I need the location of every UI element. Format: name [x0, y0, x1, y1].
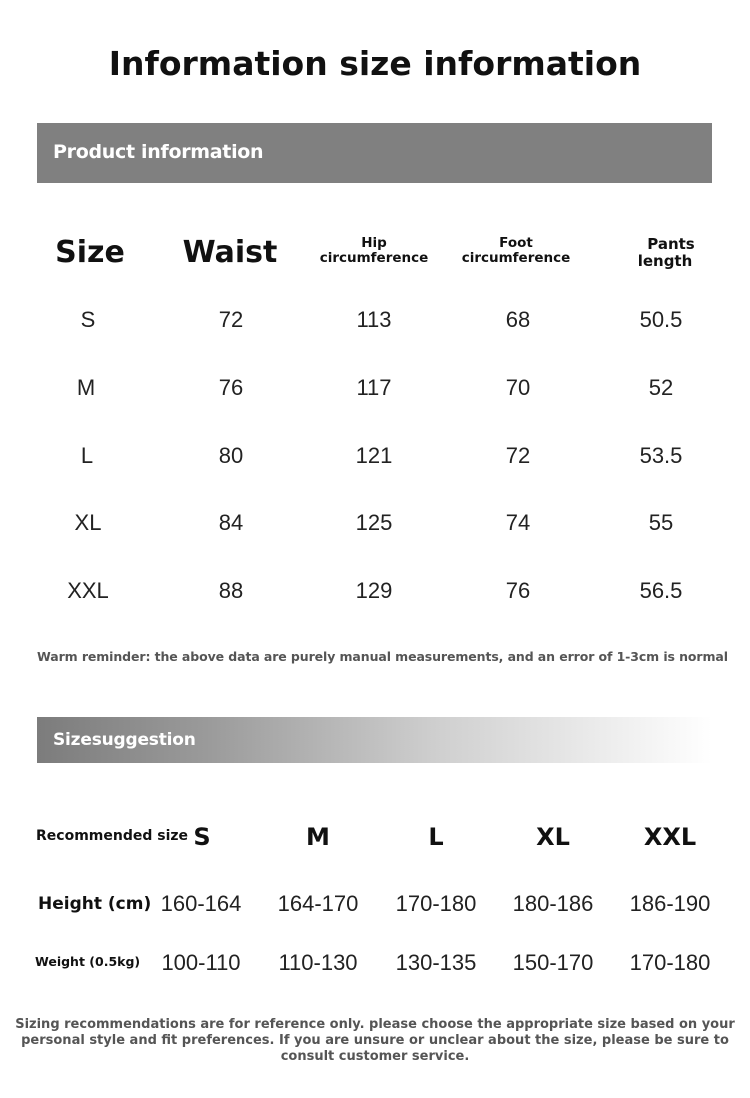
row-xl-hip: 125 [355, 510, 393, 535]
suggestion-size-l: L [428, 823, 444, 851]
height-l: 170-180 [395, 891, 477, 916]
row-xxl-foot: 76 [505, 578, 531, 603]
suggestion-size-s: S [193, 823, 211, 851]
row-xxl-size: XXL [67, 578, 109, 603]
row-s-pants: 50.5 [639, 307, 683, 332]
height-xxl: 186-190 [629, 891, 711, 916]
row-l-pants: 53.5 [639, 443, 683, 468]
row-l-size: L [80, 443, 94, 468]
row-xxl-waist: 88 [218, 578, 244, 603]
height-xl: 180-186 [512, 891, 594, 916]
row-s-foot: 68 [505, 307, 531, 332]
row-xl-size: XL [74, 510, 102, 535]
row-m-size: M [76, 375, 96, 400]
recommended-size-label: Recommended size [36, 828, 189, 844]
height-s: 160-164 [160, 891, 242, 916]
row-m-pants: 52 [648, 375, 674, 400]
header-pants [610, 236, 720, 270]
product-information-banner [37, 123, 712, 183]
row-xl-waist: 84 [218, 510, 244, 535]
weight-xl: 150-170 [512, 950, 594, 975]
weight-label: Weight (0.5kg) [35, 954, 141, 969]
height-label: Height (cm) [38, 894, 152, 914]
size-suggestion-label: Sizesuggestion [53, 730, 196, 750]
header-waist: Waist [182, 235, 278, 270]
weight-s: 100-110 [161, 950, 241, 975]
row-xl-foot: 74 [505, 510, 531, 535]
row-l-hip: 121 [355, 443, 393, 468]
header-foot [452, 236, 580, 266]
weight-m: 110-130 [278, 950, 358, 975]
suggestion-size-xxl: XXL [643, 823, 697, 851]
header-size: Size [55, 235, 125, 270]
header-foot-line1: Foot [499, 235, 533, 251]
row-xl-pants: 55 [648, 510, 674, 535]
row-l-foot: 72 [505, 443, 531, 468]
row-m-waist: 76 [218, 375, 244, 400]
warm-reminder: Warm reminder: the above data are purely manual measurements, and an error of 1-3cm is normal [37, 649, 728, 664]
sizing-footnote: Sizing recommendations are for reference only. please choose the appropriate size based on your personal style and fit preferences. If you are unsure or unclear about the size, please be sure to consult customer service. [15, 1017, 735, 1064]
suggestion-size-xl: XL [536, 823, 570, 851]
suggestion-size-m: M [306, 823, 330, 851]
weight-l: 130-135 [395, 950, 477, 975]
row-m-hip: 117 [356, 375, 392, 400]
row-m-foot: 70 [505, 375, 531, 400]
weight-xxl: 170-180 [629, 950, 711, 975]
row-s-hip: 113 [356, 307, 392, 332]
row-s-waist: 72 [218, 307, 244, 332]
height-m: 164-170 [277, 891, 359, 916]
header-hip-line2: circumference [319, 250, 429, 266]
size-suggestion-banner [37, 717, 712, 763]
product-information-label: Product information [53, 141, 264, 163]
header-foot-line2: circumference [461, 250, 571, 266]
header-pants-line2: length [637, 252, 693, 270]
header-pants-line1: Pants [647, 235, 695, 253]
row-l-waist: 80 [218, 443, 244, 468]
page-title: Information size information [108, 44, 642, 83]
header-hip-line1: Hip [361, 235, 387, 251]
row-xxl-pants: 56.5 [639, 578, 683, 603]
header-hip [310, 236, 438, 266]
row-s-size: S [80, 307, 96, 332]
row-xxl-hip: 129 [355, 578, 393, 603]
